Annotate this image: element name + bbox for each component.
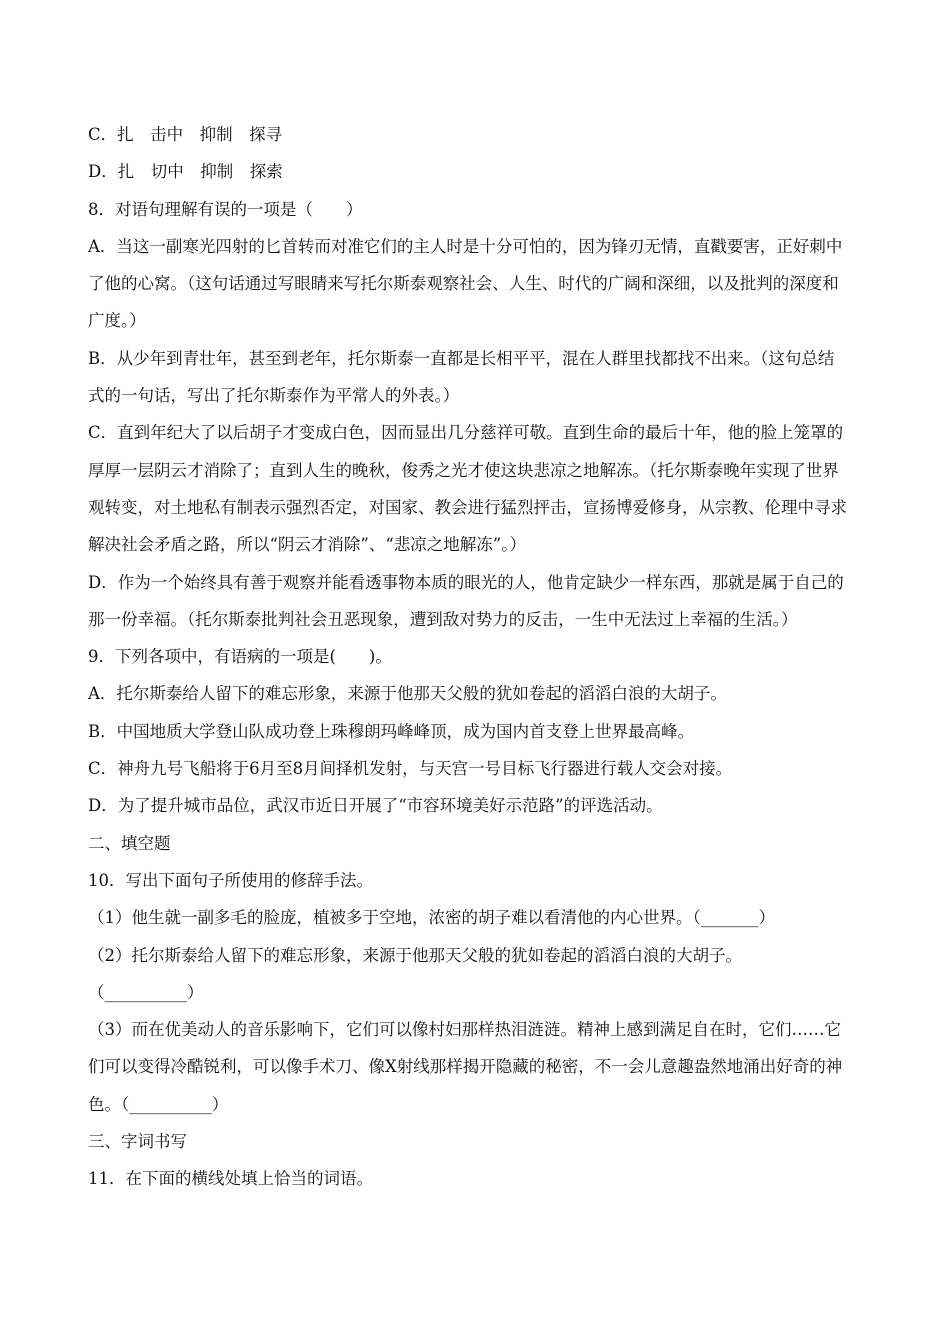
option-7c: C．扎 击中 抑制 探寻 <box>88 125 283 144</box>
page-content <box>88 116 864 1198</box>
option-8c-line-3: 观转变，对土地私有制表示强烈否定，对国家、教会进行猛烈抨击，宣扬博爱修身，从宗教、伦理中寻求 <box>88 497 847 517</box>
question-10-stem: 10．写出下面句子所使用的修辞手法。 <box>88 870 373 890</box>
section-heading-word-writing: 三、字词书写 <box>88 1132 187 1152</box>
question-10-item-1: （1）他生就一副多毛的脸庞，植被多于空地，浓密的胡子难以看清他的内心世界。（_______） <box>88 908 775 928</box>
question-10-item-3-line-1: （3）而在优美动人的音乐影响下，它们可以像村妇那样热泪涟涟。精神上感到满足自在时，它们……它 <box>88 1020 841 1040</box>
question-8-stem: 8．对语句理解有误的一项是（ ） <box>88 199 363 219</box>
question-10-item-2: （2）托尔斯泰给人留下的难忘形象，来源于他那天父般的犹如卷起的滔滔白浪的大胡子。 <box>88 945 742 965</box>
option-8a-line-3: 广度。） <box>88 311 146 331</box>
option-9a: A．托尔斯泰给人留下的难忘形象，来源于他那天父般的犹如卷起的滔滔白浪的大胡子。 <box>88 684 727 704</box>
question-10-item-3-line-3: 色。（__________） <box>88 1094 229 1114</box>
option-8b-line-1: B．从少年到青壮年，甚至到老年，托尔斯泰一直都是长相平平，混在人群里找都找不出来。（这句总结 <box>88 348 835 368</box>
option-8c-line-2: 厚厚一层阴云才消除了；直到人生的晚秋，俊秀之光才使这块悲凉之地解冻。（托尔斯泰晚年实现了世界 <box>88 460 839 480</box>
option-7d: D．扎 切中 抑制 探索 <box>88 162 283 182</box>
option-8a-line-1: A．当这一副寒光四射的匕首转而对准它们的主人时是十分可怕的，因为锋刃无情，直戳要害，正好刺中 <box>88 236 843 256</box>
question-9-stem: 9．下列各项中，有语病的一项是( )。 <box>88 647 392 667</box>
section-heading-fill-blank: 二、填空题 <box>88 833 171 853</box>
option-9c: C．神舟九号飞船将于6月至8月间择机发射，与天宫一号目标飞行器进行载人交会对接。 <box>88 759 733 779</box>
option-8a-line-2: 了他的心窝。（这句话通过写眼睛来写托尔斯泰观察社会、人生、时代的广阔和深细，以及批判的深度和 <box>88 274 839 294</box>
question-10-item-3-line-2: 们可以变得冷酷锐利，可以像手术刀、像X射线那样揭开隐藏的秘密，不一会儿意趣盎然地涌出好奇的神 <box>88 1057 843 1077</box>
option-9b: B．中国地质大学登山队成功登上珠穆朗玛峰峰顶，成为国内首支登上世界最高峰。 <box>88 721 695 741</box>
question-11-stem: 11．在下面的横线处填上恰当的词语。 <box>88 1169 373 1189</box>
option-8d-line-2: 那一份幸福。（托尔斯泰批判社会丑恶现象，遭到敌对势力的反击，一生中无法过上幸福的生活。） <box>88 609 798 629</box>
option-9d: D．为了提升城市品位，武汉市近日开展了“市容环境美好示范路”的评选活动。 <box>88 796 663 816</box>
option-8c-line-1: C．直到年纪大了以后胡子才变成白色，因而显出几分慈祥可敬。直到生命的最后十年，他的脸上笼罩的 <box>88 423 844 443</box>
option-8b-line-2: 式的一句话，写出了托尔斯泰作为平常人的外表。） <box>88 386 460 406</box>
option-8d-line-1: D．作为一个始终具有善于观察并能看透事物本质的眼光的人，他肯定缺少一样东西，那就是属于自己的 <box>88 572 844 592</box>
option-8c-line-4: 解决社会矛盾之路，所以“阴云才消除”、“悲凉之地解冻”。） <box>88 535 526 555</box>
question-10-item-2-blank: （__________） <box>88 982 204 1002</box>
